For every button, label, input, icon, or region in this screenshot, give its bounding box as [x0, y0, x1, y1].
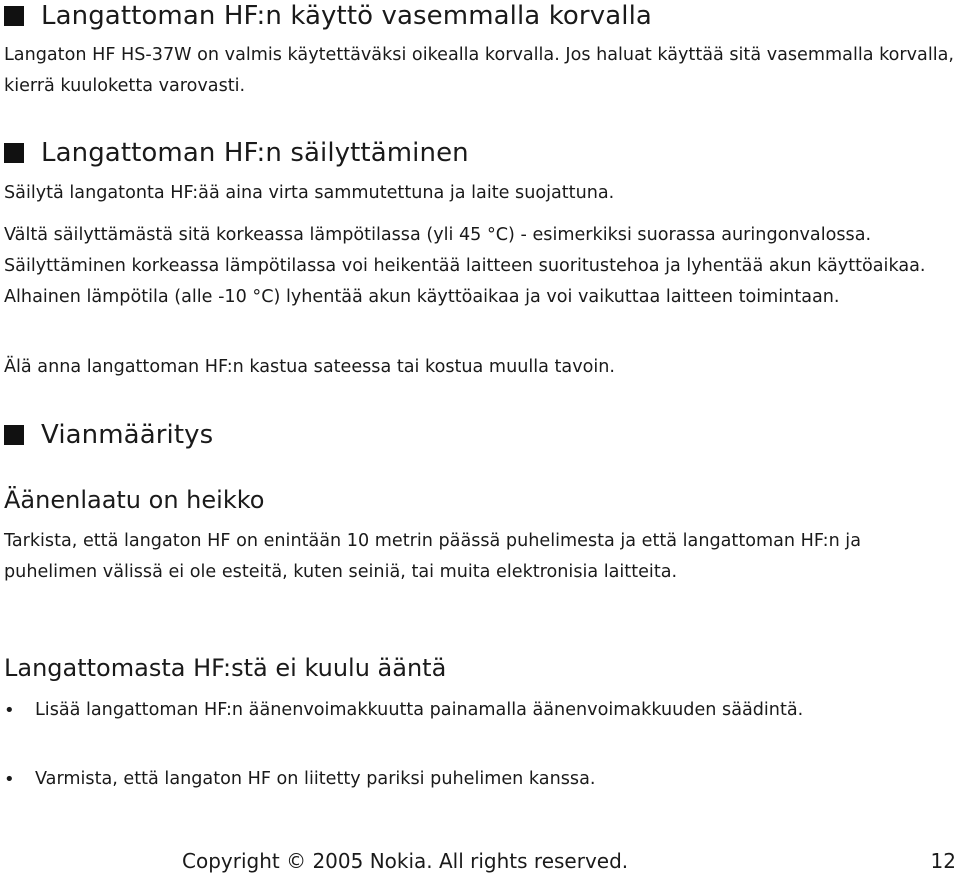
subheading-no-sound: Langattomasta HF:stä ei kuulu ääntä [4, 654, 447, 682]
section-title: Vianmääritys [41, 420, 214, 450]
section-title: Langattoman HF:n säilyttäminen [41, 138, 469, 168]
bullet-icon: • [4, 700, 15, 721]
page-number: 12 [930, 849, 956, 873]
paragraph-storage-moisture: Älä anna langattoman HF:n kastua sateessa tai kostua muulla tavoin. [4, 357, 616, 377]
section-heading-left-ear [4, 0, 652, 32]
black-square-icon [4, 6, 24, 26]
paragraph-poor-sound-quality: Tarkista, että langaton HF on enintään 10 metrin päässä puhelimesta ja että langattoman HF:n ja puhelimen välissä ei ole esteitä, kuten seiniä, tai muita elektronisia laitteita. [4, 531, 861, 582]
list-item-text: Lisää langattoman HF:n äänenvoimakkuutta painamalla äänenvoimakkuuden säädintä. [35, 700, 804, 720]
bullet-icon: • [4, 769, 15, 790]
footer-copyright: Copyright © 2005 Nokia. All rights reserved. [182, 849, 629, 873]
black-square-icon [4, 143, 24, 163]
paragraph-storage-temperature: Vältä säilyttämästä sitä korkeassa lämpötilassa (yli 45 °C) - esimerkiksi suorassa auringonvalossa. Säilyttäminen korkeassa lämpötilassa voi heikentää laitteen suoritustehoa ja lyhentää akun käyttöaikaa. Alhainen lämpötila (alle -10 °C) lyhentää akun käyttöaikaa ja voi vaikuttaa laitteen toimintaan. [4, 225, 926, 307]
paragraph-left-ear-usage: Langaton HF HS-37W on valmis käytettäväksi oikealla korvalla. Jos haluat käyttää sitä vasemmalla korvalla, kierrä kuuloketta varovasti. [4, 45, 954, 96]
section-heading-storage [4, 137, 469, 169]
section-title: Langattoman HF:n käyttö vasemmalla korvalla [41, 1, 652, 31]
list-item-text: Varmista, että langaton HF on liitetty pariksi puhelimen kanssa. [35, 769, 596, 789]
section-heading-troubleshooting [4, 419, 213, 451]
subheading-poor-sound-quality: Äänenlaatu on heikko [4, 486, 265, 514]
list-item [4, 695, 954, 726]
black-square-icon [4, 425, 24, 445]
paragraph-storage-power-off: Säilytä langatonta HF:ää aina virta sammutettuna ja laite suojattuna. [4, 183, 615, 203]
list-item [4, 764, 954, 795]
